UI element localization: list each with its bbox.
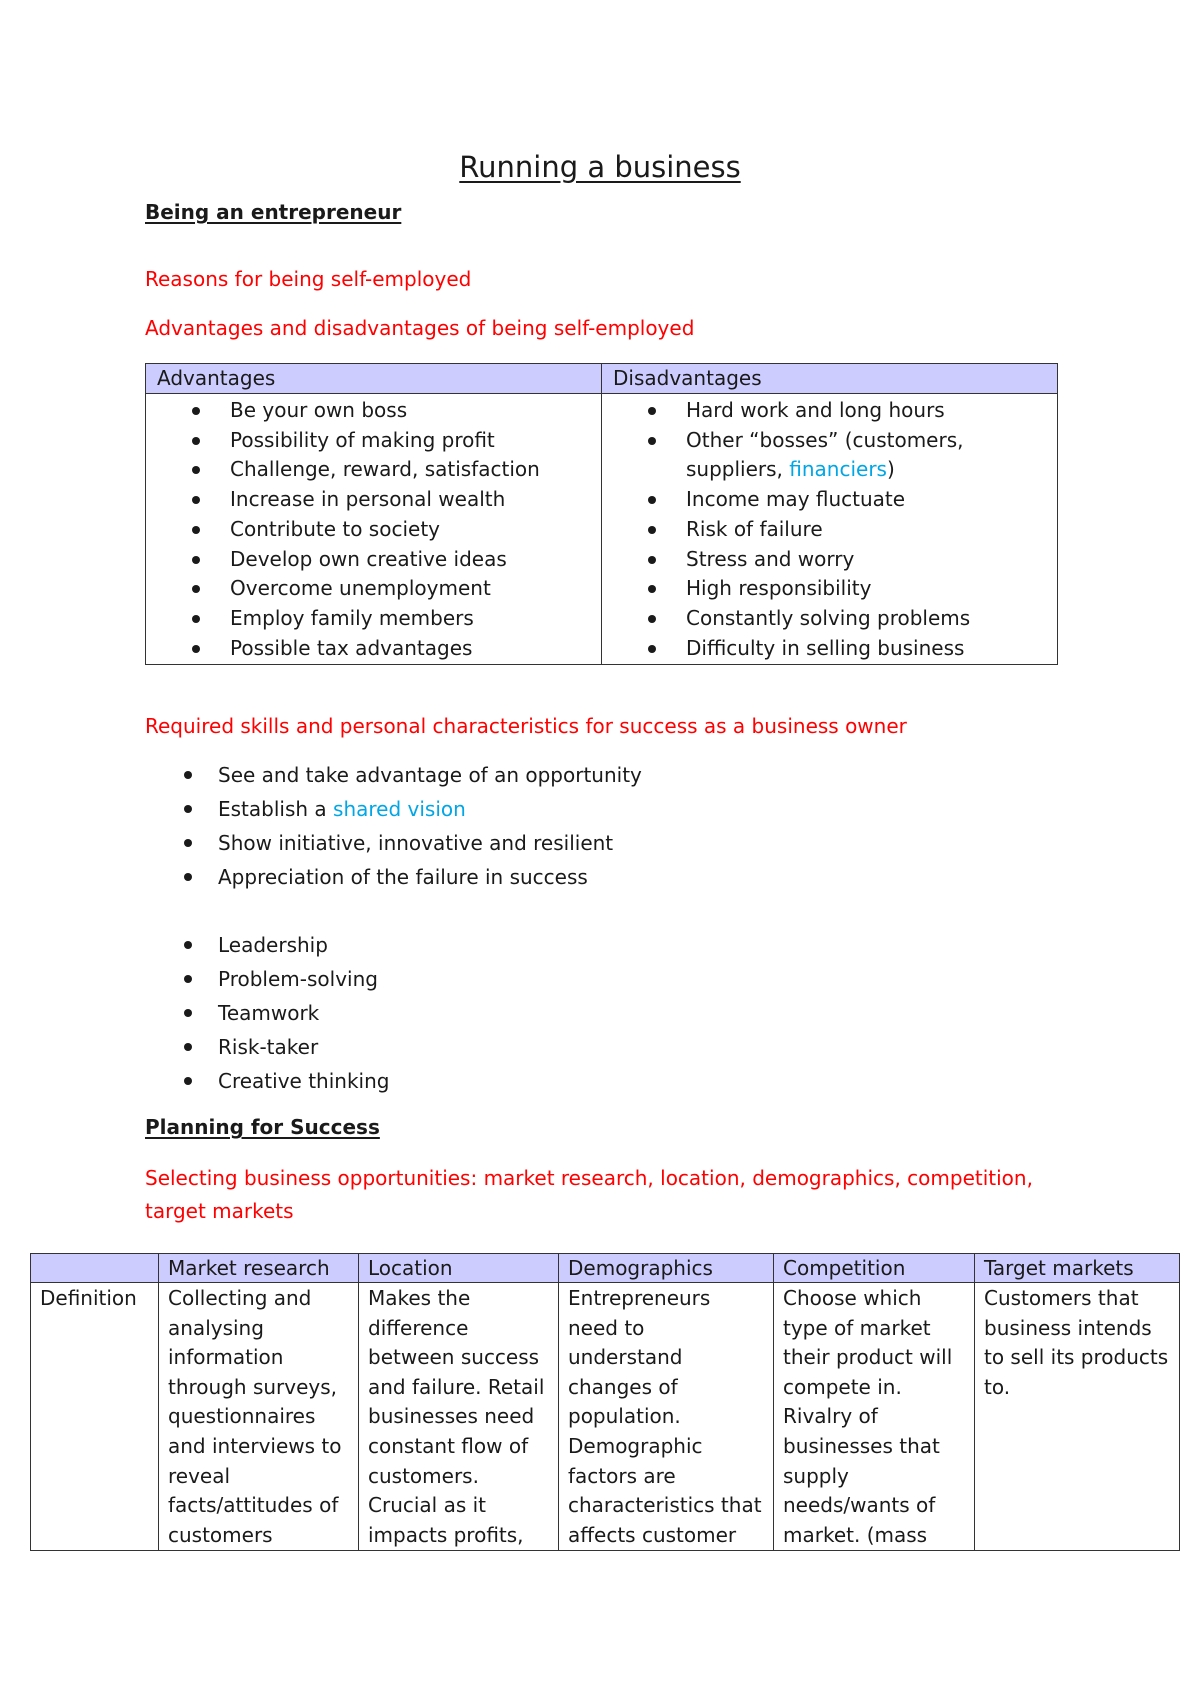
advantages-table [145,363,1058,665]
column-header-disadvantages: Disadvantages [602,364,1058,394]
table-header-empty [31,1254,159,1283]
list-item-text: suppliers, [686,457,790,482]
bullet-list [145,928,389,1098]
list-item [602,426,1057,485]
list-item: Difficulty in selling business [602,634,1057,664]
list-item-text: Establish a [218,797,334,821]
disadvantages-cell [602,394,1058,665]
subheading-adv-disadv: Advantages and disadvantages of being self-employed [145,316,695,340]
list-item-text: ) [886,457,895,482]
bullet-list [145,758,642,894]
list-item: Appreciation of the failure in success [145,860,642,894]
advantages-cell [146,394,602,665]
highlighted-term: financiers [789,457,887,482]
list-item: Hard work and long hours [602,396,1057,426]
advantages-list [146,396,601,663]
disadvantages-list [602,396,1057,663]
section-heading-planning: Planning for Success [145,1115,380,1139]
table-header-competition: Competition [774,1254,975,1283]
list-item: Contribute to society [146,515,601,545]
list-item: Problem-solving [145,962,389,996]
list-item: Constantly solving problems [602,604,1057,634]
table-header-target-markets: Target markets [975,1254,1180,1283]
opportunities-table [30,1253,1180,1551]
column-header-advantages: Advantages [146,364,602,394]
list-item-text: Other “bosses” (customers, [686,427,964,452]
list-item [145,792,642,826]
table-cell: Collecting and analysing information through surveys, questionnaires and interviews to reveal facts/attitudes of customers [159,1283,359,1551]
list-item: Leadership [145,928,389,962]
table-header-location: Location [359,1254,559,1283]
table-row [31,1283,1180,1551]
list-item: Possibility of making profit [146,426,601,456]
list-item: Risk-taker [145,1030,389,1064]
skills-list-2 [145,928,389,1098]
list-item: Income may fluctuate [602,485,1057,515]
document-title: Running a business [459,150,741,184]
list-item: Be your own boss [146,396,601,426]
table-cell: Entrepreneurs need to understand changes of population. Demographic factors are characteristics that affects customer [559,1283,774,1551]
table-header-demographics: Demographics [559,1254,774,1283]
list-item: Possible tax advantages [146,634,601,664]
table-cell: Choose which type of market their product will compete in. Rivalry of businesses that supply needs/wants of market. (mass [774,1283,975,1551]
list-item: Increase in personal wealth [146,485,601,515]
list-item: Show initiative, innovative and resilient [145,826,642,860]
list-item: Employ family members [146,604,601,634]
skills-list-1 [145,758,642,894]
list-item: Challenge, reward, satisfaction [146,455,601,485]
list-item: Overcome unemployment [146,574,601,604]
list-item: Stress and worry [602,545,1057,575]
table-header-market-research: Market research [159,1254,359,1283]
subheading-reasons: Reasons for being self-employed [145,267,472,291]
list-item: Teamwork [145,996,389,1030]
list-item: Develop own creative ideas [146,545,601,575]
list-item: High responsibility [602,574,1057,604]
row-label-definition: Definition [31,1283,159,1551]
subheading-selecting-line2: target markets [145,1199,294,1223]
table-cell: Makes the difference between success and failure. Retail businesses need constant flow of customers. Crucial as it impacts profits, [359,1283,559,1551]
list-item: Risk of failure [602,515,1057,545]
highlighted-term: shared vision [333,797,466,821]
list-item: See and take advantage of an opportunity [145,758,642,792]
list-item: Creative thinking [145,1064,389,1098]
table-cell: Customers that business intends to sell its products to. [975,1283,1180,1551]
section-heading-entrepreneur: Being an entrepreneur [145,200,402,224]
subheading-selecting-line1: Selecting business opportunities: market research, location, demographics, competition, [145,1166,1033,1190]
subheading-skills: Required skills and personal characteristics for success as a business owner [145,714,907,738]
